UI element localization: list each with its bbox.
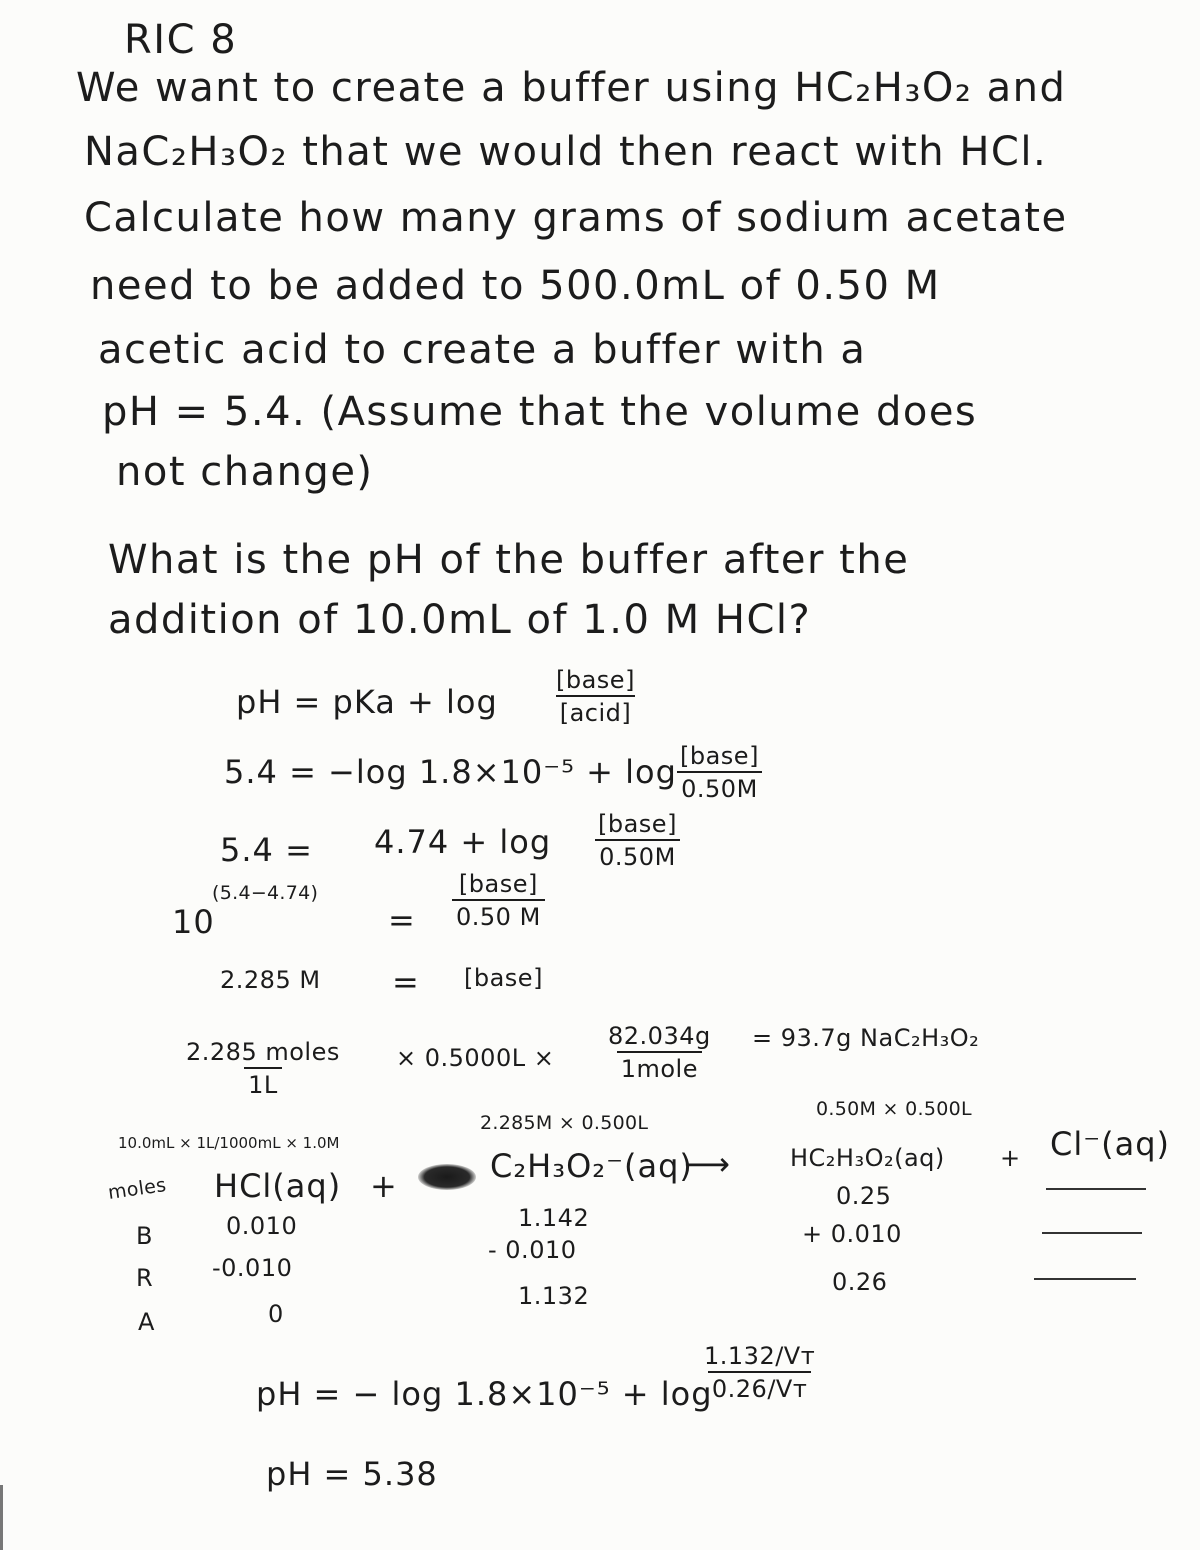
- step4-exponent: (5.4−4.74): [212, 882, 319, 904]
- question-line-1: What is the pH of the buffer after the: [108, 537, 910, 583]
- plus-sign-2: +: [1000, 1144, 1021, 1172]
- reactant-hcl: HCl(aq): [214, 1167, 342, 1205]
- problem-line-6: pH = 5.4. (Assume that the volume does: [102, 389, 978, 435]
- step4-fraction: [452, 872, 545, 929]
- acid-before: 0.25: [836, 1182, 892, 1210]
- hh-equation-lhs: pH = pKa + log: [236, 683, 498, 721]
- problem-line-5: acetic acid to create a buffer with a: [98, 327, 867, 373]
- question-line-2: addition of 10.0mL of 1.0 M HCl?: [108, 597, 812, 643]
- final-ph-equation: pH = − log 1.8×10⁻⁵ + log: [256, 1375, 713, 1413]
- acetate-reaction: - 0.010: [488, 1236, 577, 1264]
- acetate-after: 1.132: [518, 1282, 590, 1310]
- step2-denominator: 0.50M: [677, 771, 762, 801]
- moles-label: moles: [106, 1174, 168, 1204]
- acid-reaction: + 0.010: [802, 1220, 902, 1248]
- grams-numerator-2: 82.034g: [608, 1022, 711, 1050]
- grams-fraction-1: [182, 1040, 344, 1097]
- reactant-acetate: C₂H₃O₂⁻(aq): [490, 1147, 693, 1185]
- problem-line-7: not change): [116, 449, 374, 495]
- final-ph-denominator: 0.26/Vᴛ: [708, 1371, 811, 1401]
- grams-numerator-1: 2.285 moles: [186, 1038, 340, 1066]
- step2-fraction: [676, 744, 763, 801]
- grams-denominator-2: 1mole: [617, 1051, 702, 1081]
- grams-result: = 93.7g NaC₂H₃O₂: [752, 1024, 980, 1052]
- product-acetic-acid: HC₂H₃O₂(aq): [790, 1144, 945, 1172]
- step4-base: 10: [172, 903, 215, 941]
- step5-lhs: 2.285 M: [220, 966, 321, 994]
- grams-denominator-1: 1L: [244, 1067, 282, 1097]
- row-label-before: B: [136, 1222, 153, 1250]
- final-ph-numerator: 1.132/Vᴛ: [704, 1342, 816, 1370]
- step5-equals: =: [392, 963, 420, 1001]
- step3-lhs: 5.4 =: [220, 831, 313, 869]
- step4-denominator: 0.50 M: [452, 899, 545, 929]
- step5-rhs: [base]: [464, 964, 543, 992]
- acid-after: 0.26: [832, 1268, 888, 1296]
- grams-fraction-2: [604, 1024, 715, 1081]
- chloride-blank-before: [1046, 1188, 1146, 1190]
- product-chloride: Cl⁻(aq): [1050, 1125, 1171, 1163]
- hcl-reaction: -0.010: [212, 1254, 293, 1282]
- problem-header: RIC 8: [124, 17, 238, 63]
- final-ph-fraction: [700, 1344, 819, 1401]
- problem-line-3: Calculate how many grams of sodium acetate: [84, 195, 1068, 241]
- step3-denominator: 0.50M: [595, 839, 680, 869]
- chloride-blank-reaction: [1042, 1232, 1142, 1234]
- step3-numerator: [base]: [598, 810, 677, 838]
- note-acid-moles: 0.50M × 0.500L: [816, 1098, 972, 1120]
- step2-numerator: [base]: [680, 742, 759, 770]
- note-acetate-moles: 2.285M × 0.500L: [480, 1112, 649, 1134]
- final-ph-result: pH = 5.38: [266, 1455, 438, 1493]
- problem-line-4: need to be added to 500.0mL of 0.50 M: [90, 263, 941, 309]
- hcl-before: 0.010: [226, 1212, 298, 1240]
- step3-fraction: [594, 812, 681, 869]
- hh-fraction: [552, 668, 639, 725]
- page-edge-shadow: [0, 1485, 3, 1550]
- scribble-mark: [418, 1164, 476, 1190]
- step4-equals: =: [388, 901, 416, 939]
- note-hcl-moles: 10.0mL × 1L/1000mL × 1.0M: [118, 1134, 340, 1152]
- hh-numerator: [base]: [556, 666, 635, 694]
- step4-numerator: [base]: [458, 870, 538, 898]
- acetate-before: 1.142: [518, 1204, 590, 1232]
- problem-line-1: We want to create a buffer using HC₂H₃O₂ and: [76, 65, 1067, 111]
- plus-sign-1: +: [370, 1167, 398, 1205]
- grams-multiplier: × 0.5000L ×: [396, 1044, 555, 1072]
- reaction-arrow-icon: ⟶: [684, 1145, 731, 1183]
- hcl-after: 0: [268, 1300, 284, 1328]
- row-label-reaction: R: [136, 1264, 154, 1292]
- hh-denominator: [acid]: [556, 695, 636, 725]
- step2-lhs: 5.4 = −log 1.8×10⁻⁵ + log: [224, 753, 677, 791]
- step3-mid: 4.74 + log: [374, 823, 552, 861]
- row-label-after: A: [138, 1308, 155, 1336]
- chloride-blank-after: [1034, 1278, 1136, 1280]
- problem-line-2: NaC₂H₃O₂ that we would then react with HCl.: [84, 129, 1048, 175]
